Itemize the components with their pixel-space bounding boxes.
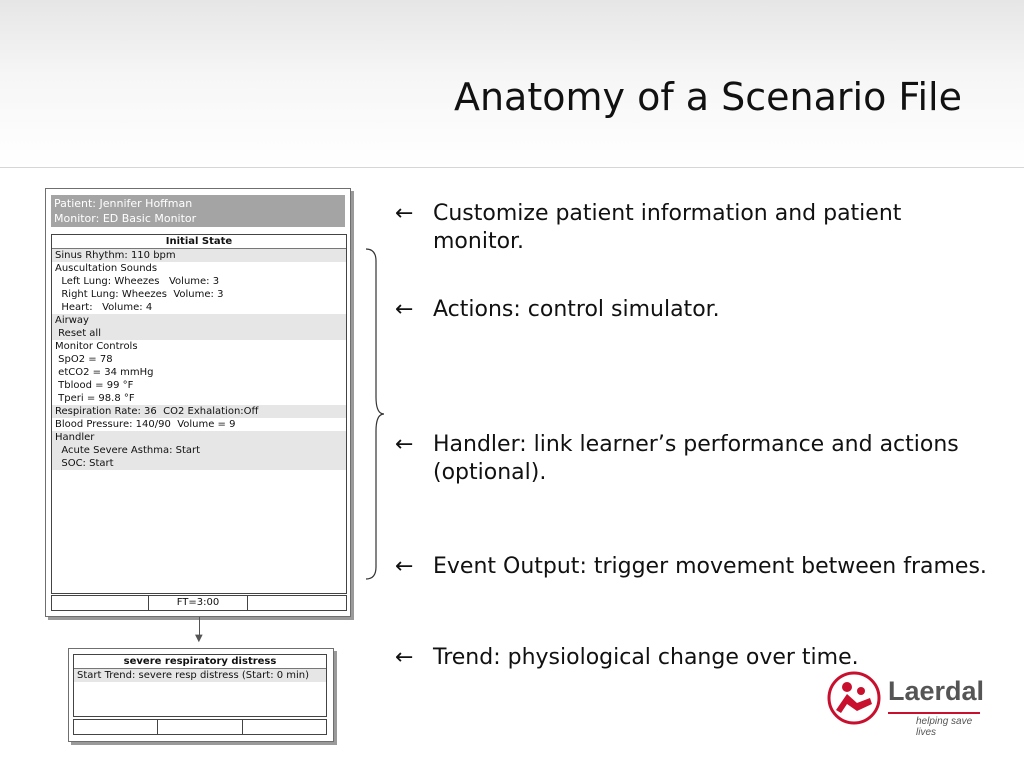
laerdal-logo — [824, 668, 994, 738]
state-row: Auscultation Sounds — [55, 263, 158, 274]
left-arrow-icon: ← — [395, 554, 414, 579]
bullet-event-output — [395, 553, 995, 581]
connector-arrow-icon: ▼ — [195, 633, 203, 644]
left-arrow-icon: ← — [395, 645, 414, 670]
logo-name: Laerdal — [888, 676, 985, 706]
curly-brace-icon — [364, 247, 386, 581]
trend-title: severe respiratory distress — [74, 655, 326, 669]
footer-cell-ft: FT=3:00 — [149, 596, 248, 610]
slide-title: Anatomy of a Scenario File — [453, 75, 962, 119]
trend-footer-cell — [74, 720, 158, 734]
footer-cell-left — [52, 596, 149, 610]
initial-state-body — [51, 234, 347, 594]
logo-tagline: helping save lives — [916, 716, 973, 738]
state-row: Monitor Controls — [55, 341, 138, 352]
trend-row: Start Trend: severe resp distress (Start: 0 min) — [74, 669, 326, 682]
state-row: SOC: Start — [52, 457, 346, 470]
trend-footer-cell — [158, 720, 242, 734]
scenario-frame-panel[interactable] — [45, 188, 351, 617]
state-row: Respiration Rate: 36 CO2 Exhalation:Off — [52, 405, 346, 418]
state-row: Handler — [52, 431, 346, 444]
state-row: Left Lung: Wheezes Volume: 3 — [55, 276, 220, 287]
state-row: Blood Pressure: 140/90 Volume = 9 — [55, 419, 236, 430]
state-row: Sinus Rhythm: 110 bpm — [52, 249, 346, 262]
state-row: Airway — [52, 314, 346, 327]
bullet-patient-info — [395, 200, 995, 256]
state-row: Tblood = 99 °F — [55, 380, 134, 391]
trend-frame-box[interactable] — [68, 648, 334, 742]
bullet-handler — [395, 431, 995, 487]
bullet-text: Event Output: trigger movement between frames. — [433, 554, 987, 579]
state-title: Initial State — [52, 235, 346, 249]
bullet-text: Handler: link learner’s performance and actions (optional). — [433, 432, 959, 485]
footer-cell-right — [248, 596, 346, 610]
state-rows — [52, 249, 346, 470]
state-row: Heart: Volume: 4 — [55, 302, 153, 313]
slide-header — [0, 0, 1024, 168]
laerdal-emblem-icon — [826, 670, 882, 726]
left-arrow-icon: ← — [395, 432, 414, 457]
bullet-text: Trend: physiological change over time. — [433, 645, 859, 670]
bullet-actions — [395, 296, 995, 324]
state-row: Right Lung: Wheezes Volume: 3 — [55, 289, 224, 300]
patient-monitor-header — [51, 195, 345, 227]
state-row: Reset all — [52, 327, 346, 340]
left-arrow-icon: ← — [395, 297, 414, 322]
trend-body — [73, 654, 327, 717]
patient-line: Patient: Jennifer Hoffman — [54, 197, 193, 210]
bullet-text: Actions: control simulator. — [433, 297, 720, 322]
event-output-footer — [51, 595, 347, 611]
trend-footer — [73, 719, 327, 735]
state-row: Tperi = 98.8 °F — [55, 393, 135, 404]
left-arrow-icon: ← — [395, 201, 414, 226]
state-row: SpO2 = 78 — [55, 354, 113, 365]
monitor-line: Monitor: ED Basic Monitor — [54, 212, 197, 225]
state-row: Acute Severe Asthma: Start — [52, 444, 346, 457]
trend-footer-cell — [243, 720, 326, 734]
state-row: etCO2 = 34 mmHg — [55, 367, 154, 378]
bullet-text: Customize patient information and patient monitor. — [433, 201, 902, 254]
logo-underline — [888, 712, 980, 714]
